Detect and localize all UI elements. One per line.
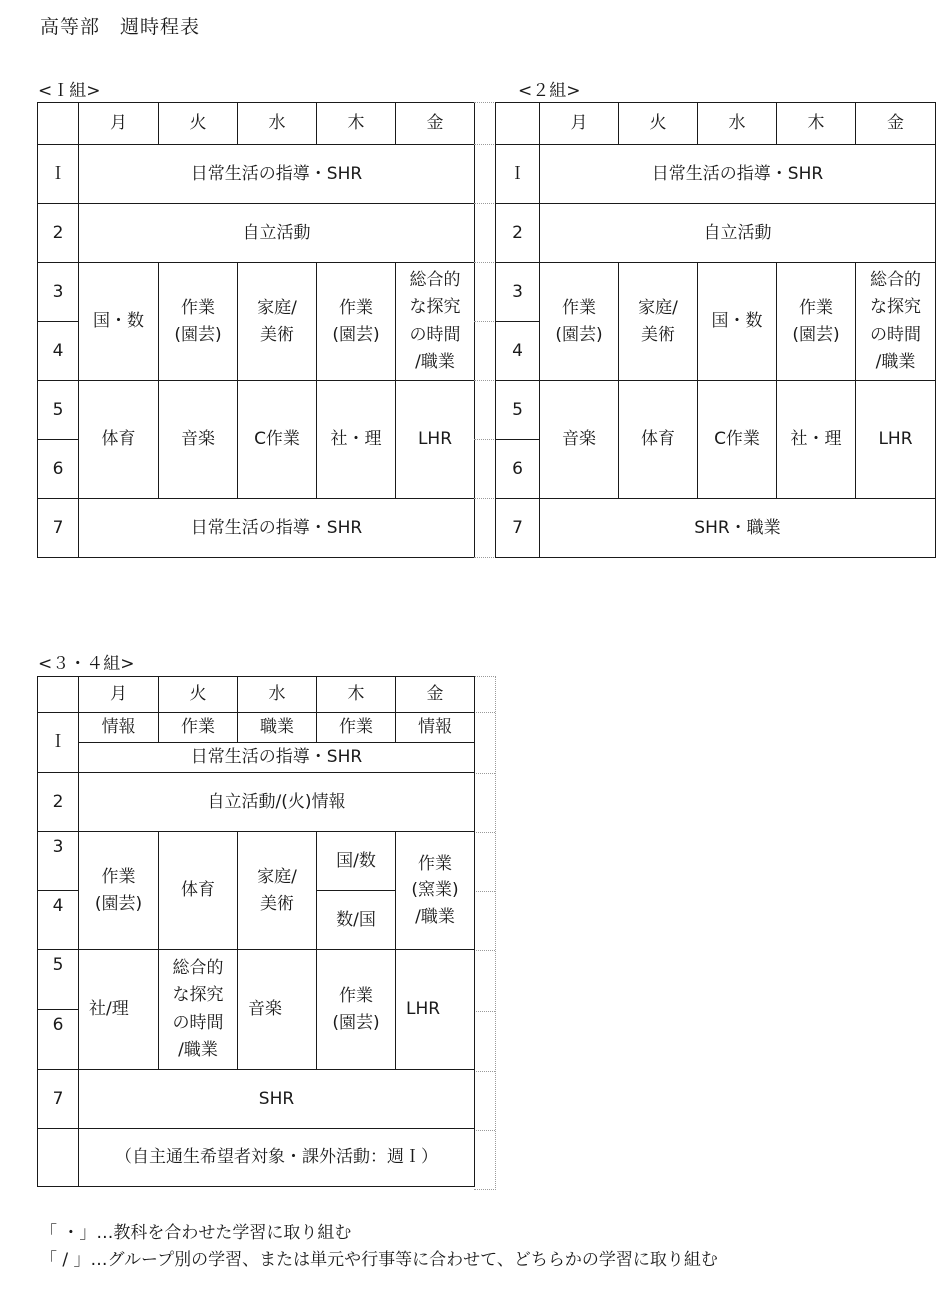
period-label: 3 (496, 263, 540, 322)
subject-cell: 作業 (園芸) (777, 263, 856, 381)
subject-cell: 作業 (窯業) /職業 (396, 832, 475, 950)
subject-cell: 総合的 な探究 の時間 /職業 (159, 950, 238, 1070)
subject-cell: 国・数 (79, 263, 159, 381)
day-header: 金 (396, 103, 475, 145)
period-1-cell: 日常生活の指導・SHR (79, 743, 475, 773)
day-header: 月 (540, 103, 619, 145)
subject-cell: 体育 (619, 381, 698, 499)
period-label: 3 (38, 832, 79, 891)
period-label: 7 (496, 499, 540, 558)
extra-activity-cell: （自主通生希望者対象・課外活動：週Ｉ） (79, 1129, 475, 1187)
corner-cell (496, 103, 540, 145)
subject-cell: 作業 (317, 713, 396, 743)
period-label: 7 (38, 499, 79, 558)
subject-cell: 体育 (79, 381, 159, 499)
subject-cell: 国/数 (317, 832, 396, 891)
subject-cell: 家庭/ 美術 (238, 263, 317, 381)
day-header: 木 (317, 677, 396, 713)
subject-cell: 作業 (園芸) (540, 263, 619, 381)
subject-cell: 音楽 (159, 381, 238, 499)
gap-line (474, 832, 495, 833)
gap-line (474, 144, 496, 145)
period-7-cell: 日常生活の指導・SHR (79, 499, 475, 558)
period-label: 5 (38, 950, 79, 1010)
gap-line (474, 773, 495, 774)
gap-line (474, 891, 495, 892)
class2-caption: <２組> (518, 81, 581, 101)
day-header: 水 (238, 677, 317, 713)
subject-cell: 情報 (79, 713, 159, 743)
subject-cell: 作業 (園芸) (317, 263, 396, 381)
subject-cell: 体育 (159, 832, 238, 950)
period-1-cell: 日常生活の指導・SHR (79, 145, 475, 204)
day-header: 水 (238, 103, 317, 145)
period-label: Ｉ (496, 145, 540, 204)
subject-cell: 総合的 な探究 の時間 /職業 (856, 263, 936, 381)
subject-cell: 情報 (396, 713, 475, 743)
subject-cell: 職業 (238, 713, 317, 743)
subject-cell: 社・理 (317, 381, 396, 499)
class34-caption: <３・４組> (38, 654, 135, 674)
class1-timetable (37, 102, 475, 558)
note-line: 「 / 」…グループ別の学習、または単元や行事等に合わせて、どちらかの学習に取り組む (40, 1250, 718, 1270)
period-7-cell: SHR (79, 1070, 475, 1129)
corner-cell (38, 103, 79, 145)
note-line: 「 ・」…教科を合わせた学習に取り組む (40, 1223, 352, 1243)
gap-line (474, 950, 495, 951)
class2-timetable (495, 102, 936, 558)
gap-line (474, 498, 496, 499)
day-header: 火 (159, 677, 238, 713)
subject-cell: 作業 (園芸) (159, 263, 238, 381)
gap-line (474, 1011, 495, 1012)
subject-cell: 作業 (園芸) (317, 950, 396, 1070)
period-label: 4 (38, 322, 79, 381)
subject-cell: LHR (396, 381, 475, 499)
day-header: 金 (396, 677, 475, 713)
gap-line (474, 102, 496, 103)
period-2-cell: 自立活動 (540, 204, 936, 263)
page-title: 高等部 週時程表 (40, 16, 201, 38)
period-1-cell: 日常生活の指導・SHR (540, 145, 936, 204)
day-header: 火 (159, 103, 238, 145)
subject-cell: LHR (856, 381, 936, 499)
subject-cell: 総合的 な探究 の時間 /職業 (396, 263, 475, 381)
period-label: 2 (38, 204, 79, 263)
period-label: 4 (38, 891, 79, 950)
corner-cell (38, 677, 79, 713)
gap-line (474, 262, 496, 263)
gap-line (474, 321, 496, 322)
period-7-cell: SHR・職業 (540, 499, 936, 558)
gap-line (474, 712, 495, 713)
day-header: 月 (79, 677, 159, 713)
subject-cell: LHR (396, 950, 475, 1070)
period-label: 5 (496, 381, 540, 440)
subject-cell: 家庭/ 美術 (238, 832, 317, 950)
day-header: 月 (79, 103, 159, 145)
subject-cell: 社/理 (79, 950, 159, 1070)
period-label: 4 (496, 322, 540, 381)
class34-timetable (37, 676, 475, 1187)
gap-line (474, 380, 496, 381)
day-header: 木 (317, 103, 396, 145)
period-2-cell: 自立活動/(火)情報 (79, 773, 475, 832)
subject-cell: C作業 (698, 381, 777, 499)
period-label: Ｉ (38, 145, 79, 204)
subject-cell: 家庭/ 美術 (619, 263, 698, 381)
dotted-strip (474, 676, 496, 1190)
period-label: 2 (496, 204, 540, 263)
period-label: 7 (38, 1070, 79, 1129)
period-label: Ｉ (38, 713, 79, 773)
period-label-empty (38, 1129, 79, 1187)
subject-cell: 作業 (園芸) (79, 832, 159, 950)
subject-cell: C作業 (238, 381, 317, 499)
day-header: 水 (698, 103, 777, 145)
notes (40, 1220, 718, 1274)
day-header: 火 (619, 103, 698, 145)
period-label: 6 (496, 440, 540, 499)
period-label: 3 (38, 263, 79, 322)
subject-cell: 音楽 (540, 381, 619, 499)
period-2-cell: 自立活動 (79, 204, 475, 263)
period-label: 5 (38, 381, 79, 440)
class1-caption: <Ｉ組> (38, 81, 101, 101)
gap-line (474, 203, 496, 204)
gap-line (474, 439, 496, 440)
day-header: 木 (777, 103, 856, 145)
subject-cell: 作業 (159, 713, 238, 743)
subject-cell: 国・数 (698, 263, 777, 381)
gap-line (474, 1071, 495, 1072)
period-label: 2 (38, 773, 79, 832)
day-header: 金 (856, 103, 936, 145)
gap-line (474, 557, 496, 558)
subject-cell: 社・理 (777, 381, 856, 499)
period-label: 6 (38, 440, 79, 499)
period-label: 6 (38, 1010, 79, 1070)
gap-line (474, 1130, 495, 1131)
subject-cell: 音楽 (238, 950, 317, 1070)
subject-cell: 数/国 (317, 891, 396, 950)
